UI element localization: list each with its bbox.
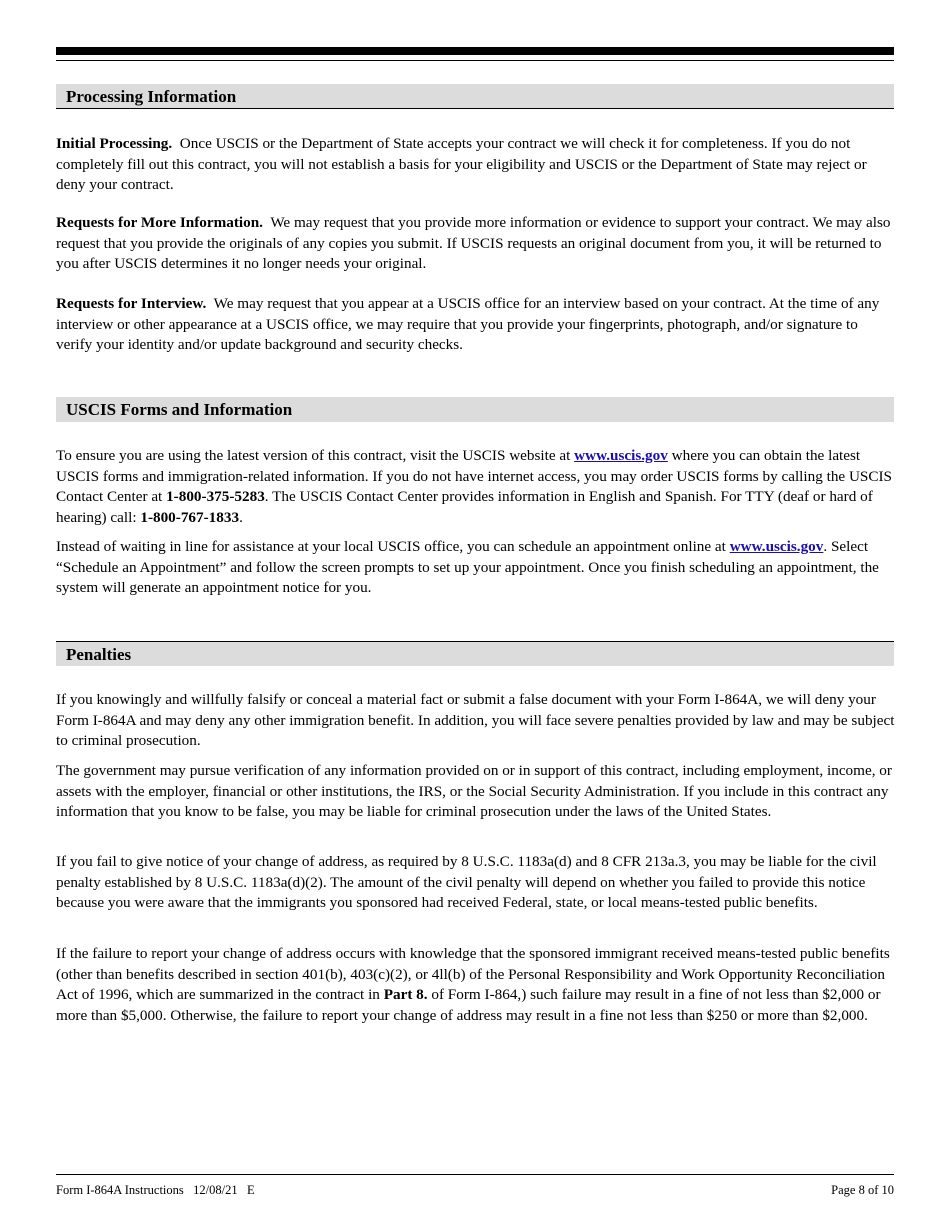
paragraph-penalties-falsify: If you knowingly and willfully falsify or conceal a material fact or submit a false document with your Form I-864A, we will deny your Form I-864A and may deny any other immigration benefit. In addition, you will face severe penalties provided by law and may be subject to criminal prosecution. xyxy=(56,691,895,749)
paragraph-interview xyxy=(56,294,896,356)
paragraph-initial-processing xyxy=(56,134,896,196)
paragraph-penalties-verification: The government may pursue verification of any information provided on or in support of this contract, including employment, income, or assets with the employer, financial or other institutions, the IRS, or the Social Security Administration. If you include in this contract any information that you know to be false, you may be liable for criminal prosecution under the laws of the United States. xyxy=(56,762,892,820)
text-segment: of Form I-864,) such failure may result in a fine of not less than $2,000 or more than $5,000. Otherwise, the failure to report your change of address may result in a fine not less than $250 or more than $2,000. xyxy=(56,986,881,1024)
paragraph-text: We may request that you provide more information or evidence to support your contract. We may also request that you provide the originals of any copies you submit. If USCIS requests an original document from you, it will be returned to you after USCIS determines it no longer needs your original. xyxy=(56,214,891,272)
footer-rule xyxy=(56,1174,894,1175)
text-segment: To ensure you are using the latest version of this contract, visit the USCIS website at xyxy=(56,447,575,464)
paragraph-heading: Initial Processing. xyxy=(56,135,173,152)
text-segment: where you can obtain the latest USCIS forms and immigration-related information. If you do not have internet access, you may order USCIS forms by calling the USCIS Contact Center at xyxy=(56,447,893,505)
text-segment: . The USCIS Contact Center provides information in English and Spanish. For TTY (deaf or hard of hearing) call: xyxy=(56,488,873,526)
paragraph-heading: Requests for More Information. xyxy=(56,214,263,231)
text-segment: . Select “Schedule an Appointment” and follow the screen prompts to set up your appointment. Once you finish scheduling an appointment, the system will generate an appointment notice for you. xyxy=(56,538,879,596)
paragraph-more-information xyxy=(56,213,896,275)
section-title: Processing Information xyxy=(66,87,237,106)
section-title: Penalties xyxy=(66,645,132,664)
text-segment: Instead of waiting in line for assistance at your local USCIS office, you can schedule an appointment online at xyxy=(56,538,730,555)
tty-phone: 1-800-767-1833 xyxy=(140,508,240,526)
footer-page-number: Page 8 of 10 xyxy=(831,1183,894,1197)
paragraph-forms-website xyxy=(56,446,896,528)
part-reference: Part 8. xyxy=(383,986,428,1003)
paragraph-heading: Requests for Interview. xyxy=(56,295,207,312)
paragraph-penalties-address: If you fail to give notice of your change of address, as required by 8 U.S.C. 1183a(d) and 8 CFR 213a.3, you may be liable for the civil penalty established by 8 U.S.C. 1183a(d)(2). The amount of the civil penalty will depend on whether you failed to provide this notice because you were aware that the immigrants you sponsored had received Federal, state, or local means-tested public benefits. xyxy=(56,853,877,911)
contact-center-phone: 1-800-375-5283 xyxy=(166,488,265,505)
uscis-appointment-link[interactable]: www.uscis.gov xyxy=(729,538,824,555)
paragraph-appointment xyxy=(56,537,896,599)
section-header-processing xyxy=(56,84,894,109)
footer-form-info: Form I-864A Instructions 12/08/21 E xyxy=(56,1183,255,1197)
paragraph-penalties-fines xyxy=(56,944,896,1026)
uscis-website-link[interactable]: www.uscis.gov xyxy=(574,447,668,464)
section-header-penalties xyxy=(56,641,894,666)
section-title: USCIS Forms and Information xyxy=(66,400,293,419)
paragraph-text: We may request that you appear at a USCIS office for an interview based on your contract. At the time of any interview or other appearance at a USCIS office, we may require that you provide your fingerprints, photograph, and/or signature to verify your identity and/or update background and security checks. xyxy=(56,295,880,353)
top-thin-rule xyxy=(56,60,894,61)
text-segment: . xyxy=(239,508,243,526)
text-segment: If the failure to report your change of address occurs with knowledge that the sponsored immigrant received means-tested public benefits (other than benefits described in section 401(b), 403(c)(2), or 4ll(b) of the Personal Responsibility and Work Opportunity Reconciliation Act of 1996, which are summarized in the contract in xyxy=(56,945,890,1003)
paragraph-text: Once USCIS or the Department of State accepts your contract we will check it for completeness. If you do not completely fill out this contract, you will not establish a basis for your eligibility and USCIS or the Department of State may reject or deny your contract. xyxy=(56,135,867,193)
section-header-forms xyxy=(56,397,894,422)
top-thick-rule xyxy=(56,47,894,55)
